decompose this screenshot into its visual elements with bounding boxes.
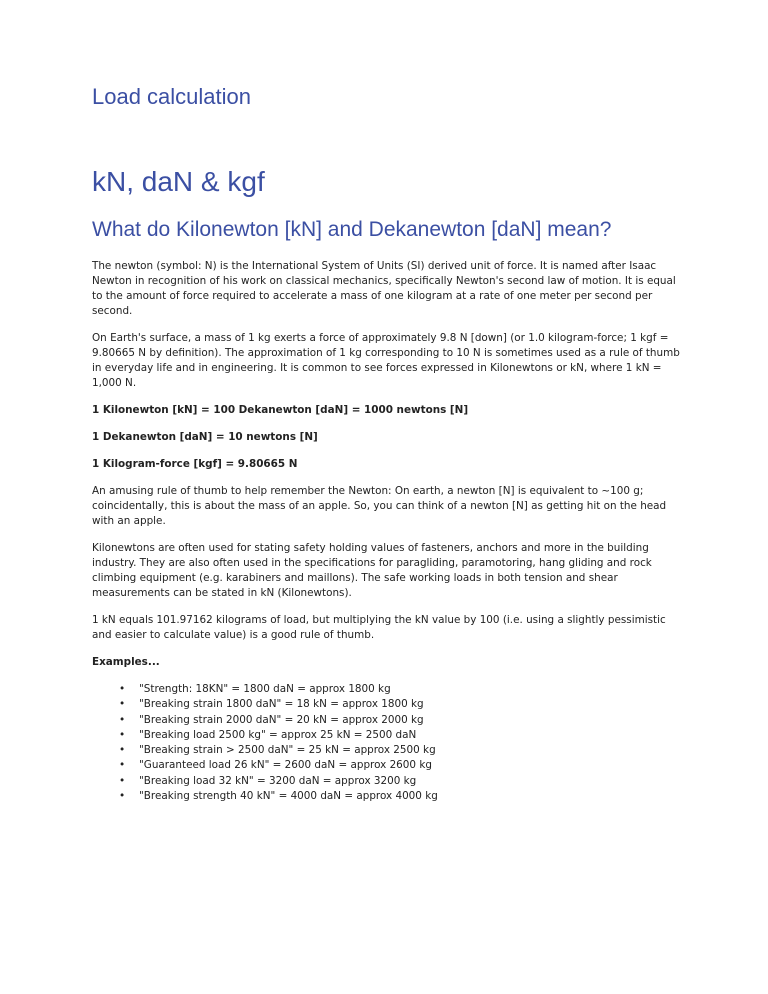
example-text: "Breaking strain 1800 daN" = 18 kN = approx 1800 kg [139, 698, 424, 711]
bullet-icon: • [119, 683, 126, 695]
page-title: Load calculation [92, 84, 252, 109]
list-item [92, 774, 682, 789]
example-text: "Guaranteed load 26 kN" = 2600 daN = approx 2600 kg [139, 759, 432, 772]
bullet-icon: • [119, 698, 126, 711]
conversion-paragraph: 1 kN equals 101.97162 kilograms of load, but multiplying the kN value by 100 (i.e. using a slightly pessimistic and easier to calculate value) is a good rule of thumb. [92, 614, 666, 641]
bullet-icon: • [119, 744, 126, 757]
apple-paragraph: An amusing rule of thumb to help remember the Newton: On earth, a newton [N] is equivalent to ~100 g; coincidentally, this is about the mass of an apple. So, you can think of a newton [N] as getting hit on the head with an apple. [92, 485, 667, 527]
conversion-rule-kgf: 1 Kilogram-force [kgf] = 9.80665 N [92, 458, 298, 470]
list-item [92, 789, 682, 804]
bullet-icon: • [119, 774, 126, 787]
earth-paragraph: On Earth's surface, a mass of 1 kg exerts a force of approximately 9.8 N [down] (or 1.0 kilogram-force; 1 kgf = 9.80665 N by definition). The approximation of 1 kg corresponding to 10 N is sometimes used as a rule of thumb in everyday life and in engineering. It is common to see forces expressed in Kilonewtons or kN, where 1 kN = 1,000 N. [92, 332, 680, 389]
list-item [92, 682, 682, 697]
bullet-icon: • [119, 713, 126, 726]
list-item [92, 758, 682, 773]
example-text: "Breaking strength 40 kN" = 4000 daN = approx 4000 kg [139, 790, 438, 803]
examples-heading: Examples... [92, 656, 160, 668]
bullet-icon: • [119, 759, 126, 772]
list-item [92, 697, 682, 712]
example-text: "Breaking load 2500 kg" = approx 25 kN = 2500 daN [139, 728, 417, 741]
conversion-rule-dan: 1 Dekanewton [daN] = 10 newtons [N] [92, 431, 318, 443]
list-item [92, 713, 682, 728]
section-heading: kN, daN & kgf [92, 166, 265, 197]
subsection-heading: What do Kilonewton [kN] and Dekanewton [daN] mean? [92, 218, 612, 241]
list-item [92, 743, 682, 758]
example-text: "Breaking strain > 2500 daN" = 25 kN = approx 2500 kg [139, 744, 436, 757]
example-text: "Strength: 18KN" = 1800 daN = approx 1800 kg [139, 683, 391, 695]
intro-paragraph: The newton (symbol: N) is the International System of Units (SI) derived unit of force. It is named after Isaac Newton in recognition of his work on classical mechanics, specifically Newton's second law of motion. It is equal to the amount of force required to accelerate a mass of one kilogram at a rate of one meter per second per second. [92, 260, 676, 317]
bullet-icon: • [119, 728, 126, 741]
bullet-icon: • [119, 790, 126, 803]
example-text: "Breaking strain 2000 daN" = 20 kN = approx 2000 kg [139, 713, 424, 726]
usage-paragraph: Kilonewtons are often used for stating safety holding values of fasteners, anchors and more in the building industry. They are also often used in the specifications for paragliding, paramotoring, hang gliding and rock climbing equipment (e.g. karabiners and maillons). The safe working loads in both tension and shear measurements can be stated in kN (Kilonewtons). [92, 542, 652, 599]
list-item [92, 728, 682, 743]
conversion-rule-kn: 1 Kilonewton [kN] = 100 Dekanewton [daN] = 1000 newtons [N] [92, 404, 469, 416]
example-text: "Breaking load 32 kN" = 3200 daN = approx 3200 kg [139, 774, 417, 787]
article-body [92, 259, 682, 804]
examples-list [92, 682, 682, 804]
